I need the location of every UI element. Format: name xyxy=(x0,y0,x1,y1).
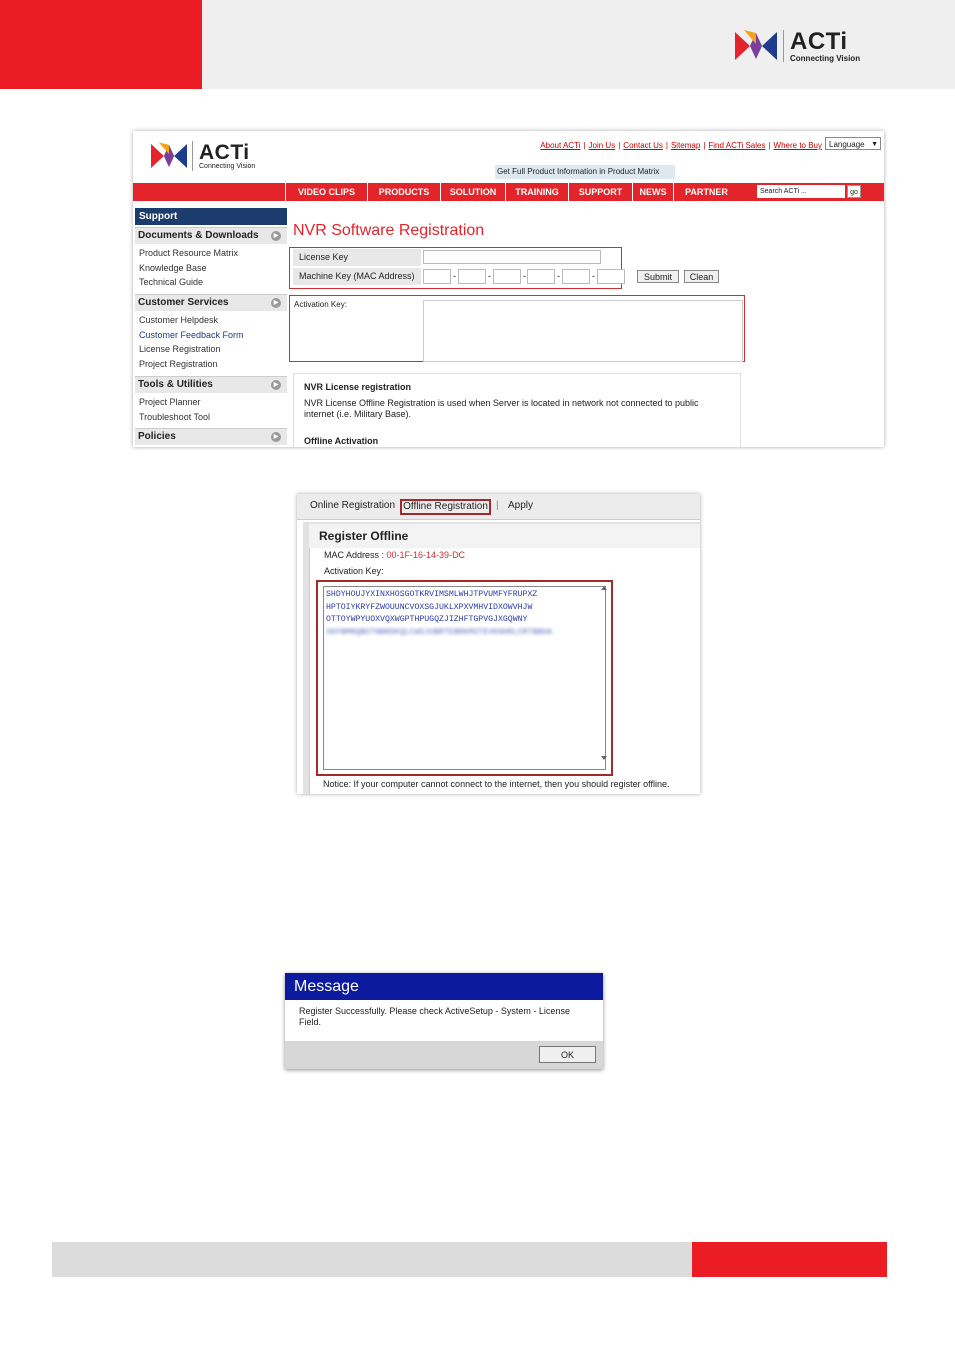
license-key-input[interactable] xyxy=(423,250,601,264)
sidebar-item-customer-helpdesk[interactable]: Customer Helpdesk xyxy=(139,315,219,326)
tab-apply[interactable]: Apply xyxy=(508,500,534,511)
register-offline-heading: Register Offline xyxy=(309,524,700,548)
sidebar-item-technical-guide[interactable]: Technical Guide xyxy=(139,277,204,288)
language-select[interactable] xyxy=(825,137,881,150)
activation-key-label: Activation Key: xyxy=(324,566,384,576)
mac-field-2[interactable] xyxy=(458,269,486,284)
site-logo-brand: ACTi xyxy=(199,141,250,164)
tab-divider: | xyxy=(496,500,499,511)
site-logo-tagline: Connecting Vision xyxy=(199,163,256,170)
link-about[interactable]: About ACTi xyxy=(540,141,581,150)
page-title: NVR Software Registration xyxy=(293,222,485,239)
nav-training[interactable]: TRAINING xyxy=(505,183,568,201)
link-where-to-buy[interactable]: Where to Buy xyxy=(773,141,822,150)
dialog-message: Register Successfully. Please check ActiveSetup - System - License Field. xyxy=(299,1006,570,1027)
mac-field-3[interactable] xyxy=(493,269,521,284)
activation-key-blurred: XKFBMRQBOTNBRDKQLCWSJUBRTEBRKMSTEVKNHRLCRTBBHA xyxy=(326,627,553,637)
mac-field-6[interactable] xyxy=(597,269,625,284)
sidebar-item-product-resource-matrix[interactable]: Product Resource Matrix xyxy=(139,248,239,258)
sidebar-item-project-planner[interactable]: Project Planner xyxy=(139,396,201,407)
header-logo-brand: ACTi xyxy=(790,27,848,55)
header-logo-tagline: Connecting Vision xyxy=(790,53,861,63)
nav-products[interactable]: PRODUCTS xyxy=(367,183,440,201)
site-logo[interactable] xyxy=(151,141,255,171)
info-heading: NVR License registration xyxy=(304,382,412,392)
top-links: About ACTi | Join Us | Contact Us | Sitemap | Find ACTi Sales | Where to Buy xyxy=(540,141,822,150)
activation-key-highlight xyxy=(316,580,613,776)
activation-key-line: HPTOIYKRYFZWOUUNCVOXSGJUKLXPXVMHVIDXOWVHJW xyxy=(326,602,533,612)
offline-notice: Notice: If your computer cannot connect to the internet, then you should register offline. xyxy=(323,779,670,789)
license-key-label: License Key xyxy=(293,249,421,266)
message-dialog xyxy=(285,973,603,1069)
activation-key-textarea[interactable] xyxy=(423,300,743,362)
mac-separator: - xyxy=(592,271,595,281)
mac-field-1[interactable] xyxy=(423,269,451,284)
sidebar-section-policies[interactable] xyxy=(135,428,287,445)
ok-button[interactable]: OK xyxy=(539,1046,596,1063)
tab-online-registration[interactable]: Online Registration xyxy=(310,500,396,511)
nav-partner[interactable]: PARTNER xyxy=(673,183,739,201)
nav-support[interactable]: SUPPORT xyxy=(568,183,632,201)
sidebar-item-troubleshoot-tool[interactable]: Troubleshoot Tool xyxy=(139,411,211,422)
arrow-circle-icon: ▶ xyxy=(271,432,281,442)
activation-key-line: SHDYHOUJYXINXHOSGOTKRVIMSMLWHJTPVUMFYFRUPXZ xyxy=(326,590,538,599)
sidebar-section-title: Documents & Downloads xyxy=(138,230,259,241)
search-input[interactable]: Search ACTi ... xyxy=(757,185,845,198)
mac-field-4[interactable] xyxy=(527,269,555,284)
nav-video-clips[interactable]: VIDEO CLIPS xyxy=(285,183,367,201)
submit-button[interactable]: Submit xyxy=(637,270,679,283)
arrow-circle-icon: ▶ xyxy=(271,231,281,241)
sidebar-section-documents[interactable] xyxy=(135,227,287,244)
info-text: NVR License Offline Registration is used when Server is located in network not connected to public internet (i.e. Military Base). xyxy=(304,398,699,419)
dialog-footer xyxy=(285,1041,603,1069)
tab-offline-registration[interactable]: Offline Registration xyxy=(400,499,491,515)
sidebar-header: Support xyxy=(135,208,287,225)
link-join[interactable]: Join Us xyxy=(588,141,616,150)
link-contact[interactable]: Contact Us xyxy=(623,141,663,150)
website-screenshot xyxy=(133,131,884,447)
sidebar-item-knowledge-base[interactable]: Knowledge Base xyxy=(139,262,207,273)
footer-gray-bar xyxy=(52,1242,692,1277)
mac-separator: - xyxy=(488,271,491,281)
activation-key-textarea[interactable] xyxy=(323,586,606,770)
link-find-sales[interactable]: Find ACTi Sales xyxy=(708,141,766,150)
footer-red-bar xyxy=(692,1242,887,1277)
header-logo xyxy=(735,27,861,63)
link-sitemap[interactable]: Sitemap xyxy=(670,141,701,150)
nav-news[interactable]: NEWS xyxy=(632,183,673,201)
machine-key-label: Machine Key (MAC Address) xyxy=(293,268,421,285)
acti-logo-icon xyxy=(151,142,187,170)
offline-registration-screenshot xyxy=(297,494,700,794)
sidebar-item-customer-feedback[interactable]: Customer Feedback Form xyxy=(139,329,244,340)
language-select-label: Language xyxy=(829,140,865,149)
dialog-title: Message xyxy=(285,973,603,1000)
textarea-scrollbar[interactable] xyxy=(599,584,609,762)
arrow-circle-icon: ▶ xyxy=(271,298,281,308)
mac-separator: - xyxy=(523,271,526,281)
mac-field-5[interactable] xyxy=(562,269,590,284)
acti-logo-icon xyxy=(735,30,777,62)
mac-address-line xyxy=(324,550,465,560)
sidebar xyxy=(135,208,287,445)
product-matrix-banner[interactable]: Get Full Product Information in Product Matrix xyxy=(495,165,675,179)
info-panel xyxy=(293,373,741,447)
activation-key-line: OTTOYWPYUOXVQXWGPTHPUGQZJIZHFTGPVGJXGQWNY xyxy=(326,615,528,624)
sidebar-item-project-registration[interactable]: Project Registration xyxy=(139,359,218,370)
clean-button[interactable]: Clean xyxy=(684,270,719,283)
arrow-circle-icon: ▶ xyxy=(271,380,281,390)
mac-address-value: 00-1F-16-14-39-DC xyxy=(386,550,466,560)
sidebar-section-customer-services[interactable] xyxy=(135,294,287,311)
sidebar-section-tools[interactable] xyxy=(135,376,287,393)
sidebar-section-title: Customer Services xyxy=(138,297,229,309)
search-go-button[interactable]: go xyxy=(847,185,861,198)
sidebar-item-license-registration[interactable]: License Registration xyxy=(139,344,221,355)
chevron-down-icon: ▼ xyxy=(871,141,878,148)
sidebar-section-title: Policies xyxy=(138,431,176,443)
nav-solution[interactable]: SOLUTION xyxy=(440,183,505,201)
tab-bar xyxy=(297,494,700,520)
mac-separator: - xyxy=(557,271,560,281)
mac-separator: - xyxy=(453,271,456,281)
mac-address-label: MAC Address : xyxy=(324,550,387,560)
header-red-block xyxy=(0,0,202,89)
activation-key-label: Activation Key: xyxy=(294,300,347,309)
info-subheading: Offline Activation xyxy=(304,436,379,446)
sidebar-section-title: Tools & Utilities xyxy=(138,378,213,390)
